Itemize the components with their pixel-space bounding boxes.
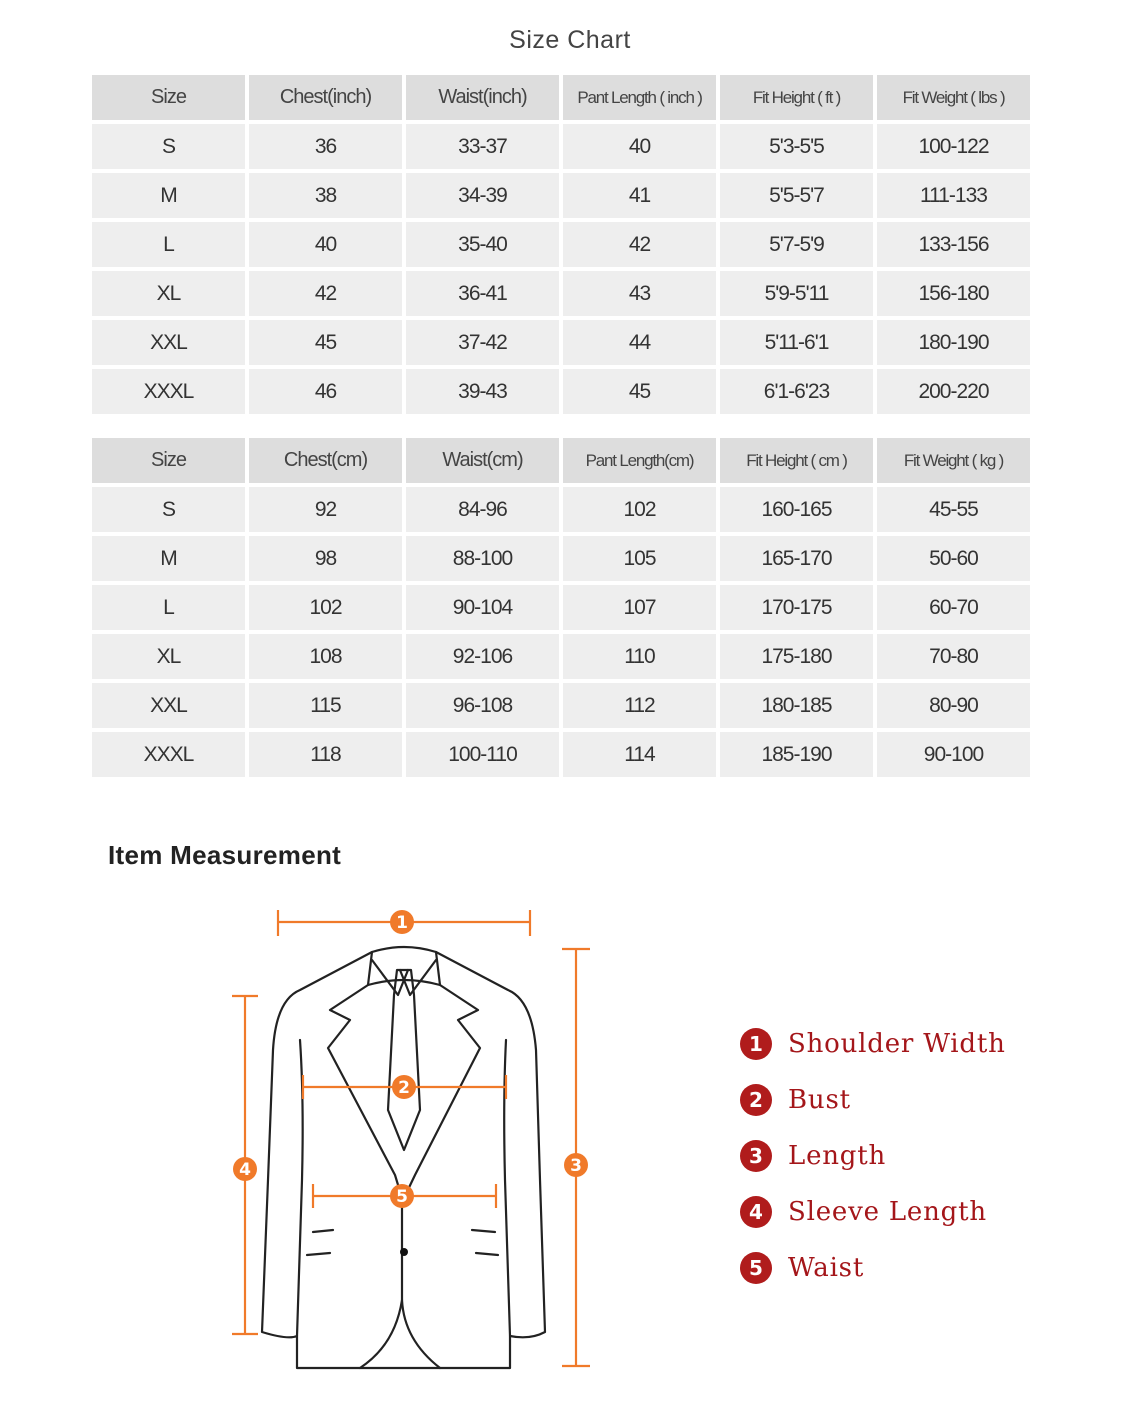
- column-header: Waist(inch): [406, 75, 559, 120]
- table-cell: 200-220: [877, 369, 1030, 414]
- table-row: [92, 173, 1030, 218]
- table-cell: 105: [563, 536, 716, 581]
- table-cell: 60-70: [877, 585, 1030, 630]
- table-cell: 115: [249, 683, 402, 728]
- table-cell: 45-55: [877, 487, 1030, 532]
- number-4-icon: 4: [740, 1196, 772, 1228]
- table-cell: 92: [249, 487, 402, 532]
- table-cell: 6'1-6'23: [720, 369, 873, 414]
- table-cell: 50-60: [877, 536, 1030, 581]
- measurement-title: Item Measurement: [108, 840, 342, 870]
- table-row: [92, 634, 1030, 679]
- table-cell: 107: [563, 585, 716, 630]
- table-cell: 70-80: [877, 634, 1030, 679]
- svg-text:5: 5: [396, 1187, 408, 1207]
- table-row: [92, 271, 1030, 316]
- table-row: [92, 320, 1030, 365]
- table-cell: 44: [563, 320, 716, 365]
- table-cell: 5'11-6'1: [720, 320, 873, 365]
- table-cell: 165-170: [720, 536, 873, 581]
- table-cell: 80-90: [877, 683, 1030, 728]
- number-2-icon: 2: [740, 1084, 772, 1116]
- jacket-outline: [262, 947, 545, 1368]
- size-cell: S: [92, 124, 245, 169]
- svg-text:1: 1: [396, 913, 408, 933]
- table-cell: 40: [249, 222, 402, 267]
- table-cell: 5'7-5'9: [720, 222, 873, 267]
- svg-text:3: 3: [570, 1156, 582, 1176]
- legend-label: Waist: [788, 1253, 865, 1283]
- page-title: Size Chart: [509, 26, 631, 54]
- size-cell: L: [92, 222, 245, 267]
- table-cell: 160-165: [720, 487, 873, 532]
- table-cell: 38: [249, 173, 402, 218]
- column-header: Fit Height ( ft ): [720, 75, 873, 120]
- column-header: Fit Height ( cm ): [720, 438, 873, 483]
- table-cell: 133-156: [877, 222, 1030, 267]
- column-header: Pant Length ( inch ): [563, 75, 716, 120]
- table-row: [92, 585, 1030, 630]
- column-header: Fit Weight ( kg ): [877, 438, 1030, 483]
- size-cell: XXL: [92, 683, 245, 728]
- table-cell: 108: [249, 634, 402, 679]
- column-header: Fit Weight ( lbs ): [877, 75, 1030, 120]
- table-cell: 35-40: [406, 222, 559, 267]
- size-cell: XXL: [92, 320, 245, 365]
- marker-1-icon: [390, 910, 414, 934]
- table-row: [92, 369, 1030, 414]
- measurement-legend: [740, 1016, 1006, 1296]
- table-cell: 41: [563, 173, 716, 218]
- table-row: [92, 222, 1030, 267]
- table-cell: 40: [563, 124, 716, 169]
- table-cell: 90-100: [877, 732, 1030, 777]
- marker-4-icon: [233, 1157, 257, 1181]
- legend-label: Bust: [788, 1085, 851, 1115]
- size-cell: XXXL: [92, 732, 245, 777]
- table-cell: 180-190: [877, 320, 1030, 365]
- table-cell: 39-43: [406, 369, 559, 414]
- marker-2-icon: [392, 1075, 416, 1099]
- table-row: [92, 487, 1030, 532]
- number-3-icon: 3: [740, 1140, 772, 1172]
- size-cell: XL: [92, 634, 245, 679]
- size-table-inch: [88, 71, 1034, 418]
- number-1-icon: 1: [740, 1028, 772, 1060]
- svg-text:2: 2: [398, 1078, 410, 1098]
- table-cell: 170-175: [720, 585, 873, 630]
- table-cell: 42: [249, 271, 402, 316]
- table-cell: 5'9-5'11: [720, 271, 873, 316]
- size-cell: M: [92, 536, 245, 581]
- table-header-row: [92, 75, 1030, 120]
- table-cell: 156-180: [877, 271, 1030, 316]
- table-cell: 102: [563, 487, 716, 532]
- table-cell: 185-190: [720, 732, 873, 777]
- table-row: [92, 683, 1030, 728]
- table-cell: 90-104: [406, 585, 559, 630]
- column-header: Size: [92, 75, 245, 120]
- number-5-icon: 5: [740, 1252, 772, 1284]
- legend-label: Length: [788, 1141, 887, 1171]
- size-cell: XL: [92, 271, 245, 316]
- table-row: [92, 536, 1030, 581]
- table-cell: 5'3-5'5: [720, 124, 873, 169]
- table-cell: 43: [563, 271, 716, 316]
- legend-label: Shoulder Width: [788, 1029, 1006, 1059]
- column-header: Waist(cm): [406, 438, 559, 483]
- column-header: Chest(inch): [249, 75, 402, 120]
- table-cell: 42: [563, 222, 716, 267]
- table-cell: 98: [249, 536, 402, 581]
- table-row: [92, 124, 1030, 169]
- table-cell: 34-39: [406, 173, 559, 218]
- table-cell: 45: [249, 320, 402, 365]
- table-cell: 37-42: [406, 320, 559, 365]
- table-cell: 46: [249, 369, 402, 414]
- button-dot: [400, 1248, 408, 1256]
- size-cell: M: [92, 173, 245, 218]
- table-cell: 111-133: [877, 173, 1030, 218]
- table-cell: 36-41: [406, 271, 559, 316]
- table-cell: 112: [563, 683, 716, 728]
- column-header: Size: [92, 438, 245, 483]
- table-cell: 92-106: [406, 634, 559, 679]
- measure-markers: [233, 910, 588, 1208]
- table-cell: 100-110: [406, 732, 559, 777]
- table-cell: 180-185: [720, 683, 873, 728]
- legend-item-bust: [740, 1072, 1006, 1128]
- table-cell: 100-122: [877, 124, 1030, 169]
- table-header-row: [92, 438, 1030, 483]
- table-cell: 96-108: [406, 683, 559, 728]
- svg-text:4: 4: [239, 1160, 251, 1180]
- size-cell: XXXL: [92, 369, 245, 414]
- table-cell: 88-100: [406, 536, 559, 581]
- column-header: Pant Length(cm): [563, 438, 716, 483]
- table-cell: 175-180: [720, 634, 873, 679]
- column-header: Chest(cm): [249, 438, 402, 483]
- jacket-diagram: [200, 890, 620, 1380]
- table-cell: 84-96: [406, 487, 559, 532]
- table-cell: 45: [563, 369, 716, 414]
- table-cell: 102: [249, 585, 402, 630]
- table-cell: 118: [249, 732, 402, 777]
- table-cell: 5'5-5'7: [720, 173, 873, 218]
- marker-3-icon: [564, 1153, 588, 1177]
- table-cell: 36: [249, 124, 402, 169]
- table-cell: 33-37: [406, 124, 559, 169]
- table-cell: 114: [563, 732, 716, 777]
- marker-5-icon: [390, 1184, 414, 1208]
- legend-label: Sleeve Length: [788, 1197, 987, 1227]
- legend-item-sleeve-length: [740, 1184, 1006, 1240]
- size-cell: L: [92, 585, 245, 630]
- table-cell: 110: [563, 634, 716, 679]
- legend-item-waist: [740, 1240, 1006, 1296]
- legend-item-shoulder-width: [740, 1016, 1006, 1072]
- legend-item-length: [740, 1128, 1006, 1184]
- size-cell: S: [92, 487, 245, 532]
- table-row: [92, 732, 1030, 777]
- size-table-cm: [88, 434, 1034, 781]
